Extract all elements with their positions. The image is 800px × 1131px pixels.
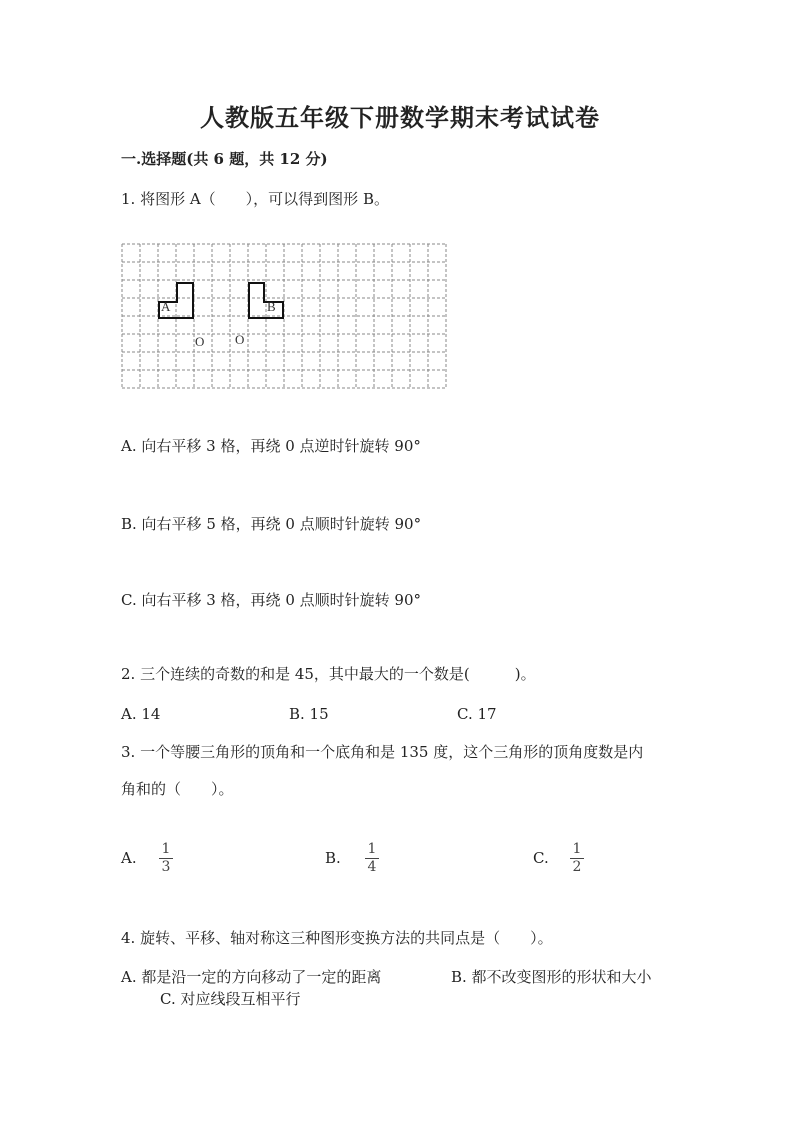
question-4-stem: 4. 旋转、平移、轴对称这三种图形变换方法的共同点是（ ）。 [121,929,553,947]
question-3-stem-line-1: 3. 一个等腰三角形的顶角和一个底角和是 135 度，这个三角形的顶角度数是内 [121,743,644,761]
question-4-option-a[interactable]: A. 都是沿一定的方向移动了一定的距离 [121,968,382,986]
question-3-option-a-fraction[interactable] [158,842,174,875]
page-title: 人教版五年级下册数学期末考试试卷 [200,103,600,132]
label-o-left: O [195,334,205,349]
question-2-option-b[interactable]: B. 15 [289,705,329,723]
question-2-option-a[interactable]: A. 14 [121,705,161,723]
question-1-option-c[interactable]: C. 向右平移 3 格，再绕 0 点顺时针旋转 90° [121,591,421,609]
label-o-right: O [235,332,245,347]
question-1-stem: 1. 将图形 A（ ），可以得到图形 B。 [121,190,389,208]
label-a: A [161,299,171,314]
label-b: B [267,299,276,314]
fraction-denominator: 4 [367,859,377,875]
fraction-denominator: 2 [572,859,582,875]
question-3-stem-line-2: 角和的（ ）。 [121,780,234,798]
question-1-figure [121,243,447,391]
fraction-numerator: 1 [367,841,377,857]
question-3-option-b-label[interactable]: B. [325,849,341,867]
question-4-option-c[interactable]: C. 对应线段互相平行 [160,990,301,1008]
question-3-option-c-label[interactable]: C. [533,849,549,867]
question-3-option-c-fraction[interactable] [569,842,585,875]
question-4-option-b[interactable]: B. 都不改变图形的形状和大小 [451,968,652,986]
fraction-denominator: 3 [161,859,171,875]
section-heading: 一.选择题(共 6 题，共 12 分) [121,150,328,168]
question-3-option-a-label[interactable]: A. [121,849,137,867]
fraction-numerator: 1 [572,841,582,857]
question-3-option-b-fraction[interactable] [364,842,380,875]
fraction-numerator: 1 [161,841,171,857]
question-1-option-b[interactable]: B. 向右平移 5 格，再绕 0 点顺时针旋转 90° [121,515,422,533]
question-2-option-c[interactable]: C. 17 [457,705,497,723]
question-2-stem: 2. 三个连续的奇数的和是 45，其中最大的一个数是( )。 [121,665,536,683]
question-1-option-a[interactable]: A. 向右平移 3 格，再绕 0 点逆时针旋转 90° [121,437,421,455]
